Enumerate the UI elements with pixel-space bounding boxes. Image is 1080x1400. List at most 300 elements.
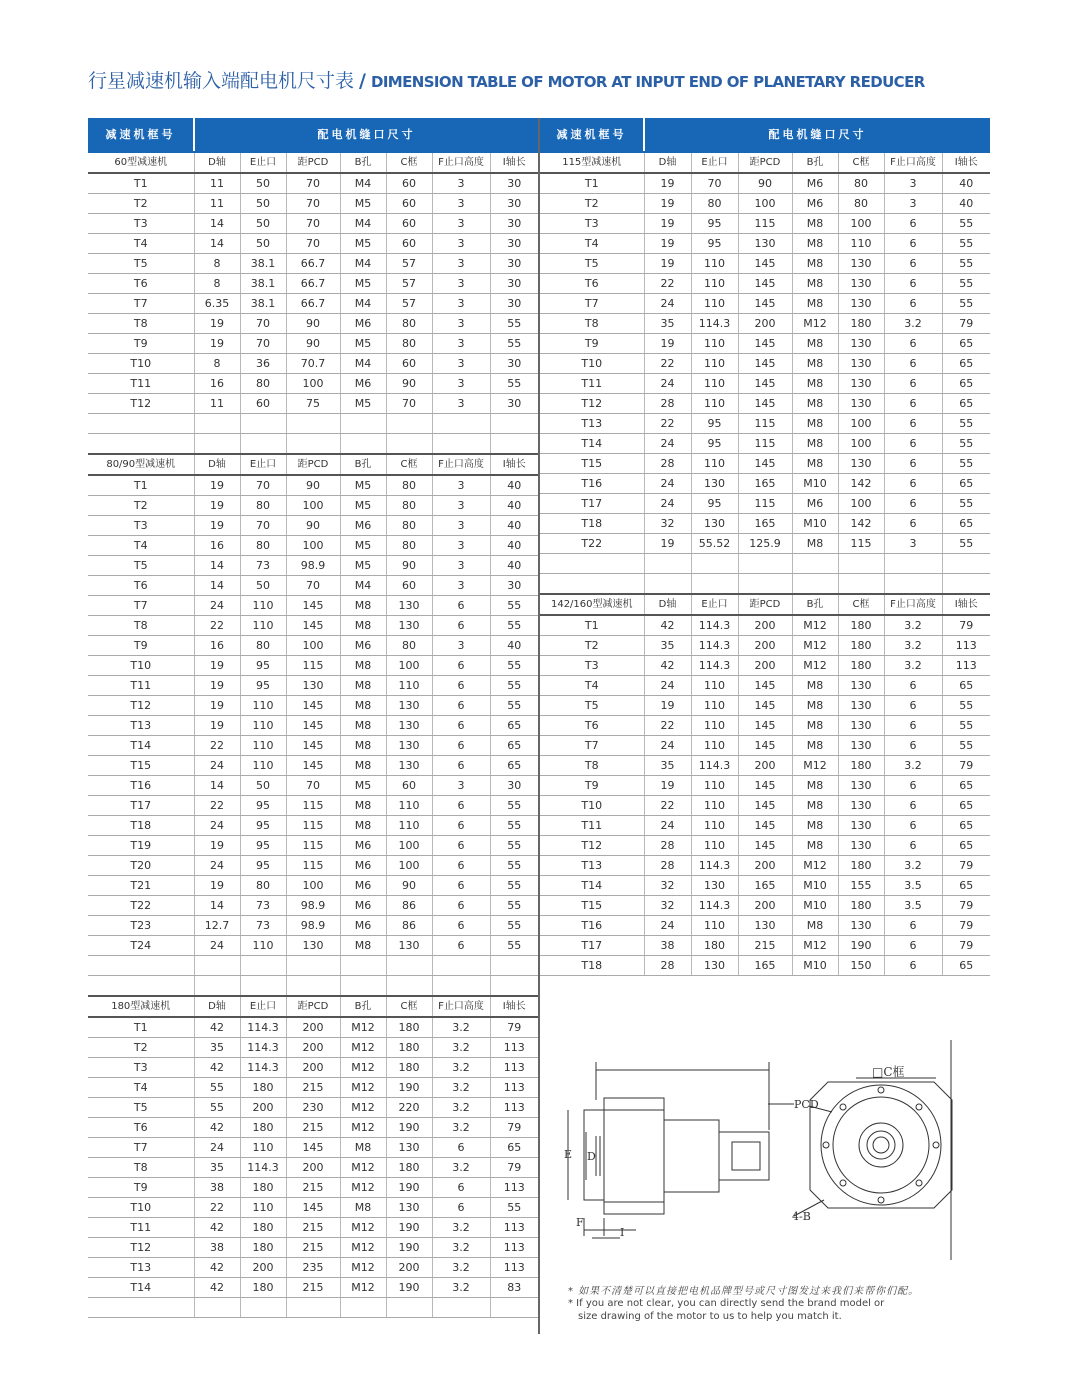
- table-cell: 110: [838, 234, 884, 254]
- table-cell: 65: [490, 716, 538, 736]
- table-cell: 130: [838, 394, 884, 414]
- table-cell: 180: [838, 636, 884, 656]
- table-cell: 55: [490, 374, 538, 394]
- table-cell: 3: [432, 394, 490, 414]
- table-cell: 98.9: [286, 556, 340, 576]
- row-code: T15: [540, 896, 644, 916]
- empty-cell: [738, 554, 792, 574]
- table-cell: M10: [792, 474, 838, 494]
- table-cell: 200: [386, 1258, 432, 1278]
- table-cell: 145: [738, 394, 792, 414]
- table-cell: 3.2: [884, 756, 942, 776]
- table-cell: 16: [194, 536, 240, 556]
- table-cell: 3.2: [432, 1058, 490, 1078]
- table-row: [540, 636, 990, 656]
- table-cell: 70: [240, 334, 286, 354]
- row-code: T4: [540, 676, 644, 696]
- table-cell: 3: [432, 536, 490, 556]
- table-cell: M8: [792, 294, 838, 314]
- table-cell: 40: [490, 496, 538, 516]
- table-cell: 3.2: [884, 314, 942, 334]
- table-cell: 19: [194, 696, 240, 716]
- row-code: T6: [88, 576, 194, 596]
- table-cell: M10: [792, 876, 838, 896]
- table-cell: 145: [738, 374, 792, 394]
- table-cell: 95: [240, 656, 286, 676]
- table-row: [540, 234, 990, 254]
- table-cell: 3: [432, 173, 490, 194]
- table-cell: 215: [286, 1078, 340, 1098]
- row-code: T7: [540, 736, 644, 756]
- row-code: T17: [88, 796, 194, 816]
- table-cell: 6: [884, 494, 942, 514]
- table-cell: 130: [691, 514, 738, 534]
- empty-cell: [490, 434, 538, 455]
- table-row: [88, 274, 538, 294]
- table-row: [88, 816, 538, 836]
- row-code: T4: [540, 234, 644, 254]
- table-cell: 42: [194, 1258, 240, 1278]
- table-cell: 80: [240, 636, 286, 656]
- table-cell: 3.2: [884, 636, 942, 656]
- table-cell: 145: [286, 1198, 340, 1218]
- table-cell: 130: [386, 756, 432, 776]
- table-cell: 114.3: [691, 636, 738, 656]
- table-cell: 130: [838, 294, 884, 314]
- table-cell: 180: [240, 1078, 286, 1098]
- column-header: I轴长: [942, 152, 990, 173]
- table-cell: 79: [942, 936, 990, 956]
- table-cell: M8: [340, 716, 386, 736]
- empty-cell: [240, 434, 286, 455]
- table-cell: 80: [386, 636, 432, 656]
- table-row: [88, 676, 538, 696]
- table-cell: 55: [490, 936, 538, 956]
- table-cell: 50: [240, 194, 286, 214]
- table-cell: M12: [792, 856, 838, 876]
- row-code: T9: [88, 636, 194, 656]
- table-row: [88, 1098, 538, 1118]
- table-cell: M12: [340, 1278, 386, 1298]
- empty-cell: [386, 1298, 432, 1318]
- table-cell: 57: [386, 294, 432, 314]
- table-row: [88, 856, 538, 876]
- table-cell: 130: [838, 274, 884, 294]
- table-cell: 180: [838, 656, 884, 676]
- empty-cell: [88, 434, 194, 455]
- table-row: [88, 475, 538, 496]
- row-code: T17: [540, 494, 644, 514]
- table-cell: M5: [340, 234, 386, 254]
- column-header: I轴长: [490, 454, 538, 475]
- table-cell: 215: [286, 1238, 340, 1258]
- table-cell: 55: [194, 1078, 240, 1098]
- table-cell: 3.5: [884, 876, 942, 896]
- table-cell: 14: [194, 776, 240, 796]
- empty-cell: [432, 414, 490, 434]
- table-cell: M8: [792, 434, 838, 454]
- table-cell: 65: [942, 394, 990, 414]
- table-cell: 95: [240, 856, 286, 876]
- table-cell: 30: [490, 394, 538, 414]
- table-cell: 3.2: [432, 1258, 490, 1278]
- row-code: T12: [88, 394, 194, 414]
- row-code: T17: [540, 936, 644, 956]
- row-code: T14: [540, 876, 644, 896]
- table-cell: 145: [286, 716, 340, 736]
- table-cell: 30: [490, 354, 538, 374]
- table-cell: 32: [644, 876, 691, 896]
- table-cell: 3: [432, 314, 490, 334]
- table-band-header: [540, 118, 990, 152]
- table-cell: M12: [792, 314, 838, 334]
- table-cell: 110: [240, 936, 286, 956]
- table-cell: 6: [884, 434, 942, 454]
- row-code: T16: [540, 916, 644, 936]
- table-cell: 40: [942, 173, 990, 194]
- row-code: T11: [88, 1218, 194, 1238]
- row-code: T8: [88, 314, 194, 334]
- table-cell: 100: [838, 414, 884, 434]
- table-cell: 200: [738, 615, 792, 636]
- table-cell: 30: [490, 274, 538, 294]
- table-cell: 40: [490, 475, 538, 496]
- table-cell: 115: [738, 494, 792, 514]
- table-cell: M4: [340, 576, 386, 596]
- table-cell: 14: [194, 576, 240, 596]
- table-cell: 165: [738, 514, 792, 534]
- table-cell: 55: [490, 876, 538, 896]
- table-cell: 130: [838, 776, 884, 796]
- table-cell: 19: [194, 876, 240, 896]
- column-header: C框: [386, 454, 432, 475]
- row-code: T8: [540, 314, 644, 334]
- table-cell: 80: [386, 334, 432, 354]
- table-cell: 55: [490, 1198, 538, 1218]
- blank-row: [88, 1298, 538, 1318]
- table-cell: 65: [490, 756, 538, 776]
- table-row: [88, 354, 538, 374]
- table-cell: 113: [490, 1238, 538, 1258]
- table-cell: M10: [792, 514, 838, 534]
- table-cell: M5: [340, 776, 386, 796]
- column-header: D轴: [644, 594, 691, 615]
- table-cell: 55: [490, 856, 538, 876]
- table-cell: 22: [644, 414, 691, 434]
- column-header: F止口高度: [432, 454, 490, 475]
- table-cell: 114.3: [691, 856, 738, 876]
- table-cell: 24: [644, 474, 691, 494]
- table-cell: 60: [386, 576, 432, 596]
- table-cell: M12: [340, 1118, 386, 1138]
- table-cell: 180: [240, 1278, 286, 1298]
- table-cell: M5: [340, 496, 386, 516]
- empty-cell: [540, 554, 644, 574]
- table-cell: 30: [490, 776, 538, 796]
- table-cell: 130: [286, 936, 340, 956]
- empty-cell: [490, 956, 538, 976]
- table-cell: 42: [194, 1017, 240, 1038]
- table-cell: 55: [490, 836, 538, 856]
- table-cell: 110: [240, 696, 286, 716]
- table-cell: 98.9: [286, 916, 340, 936]
- table-row: [88, 936, 538, 956]
- table-row: [540, 736, 990, 756]
- title-en: DIMENSION TABLE OF MOTOR AT INPUT END OF PLANETARY REDUCER: [370, 73, 925, 91]
- row-code: T5: [88, 1098, 194, 1118]
- table-cell: M12: [340, 1158, 386, 1178]
- table-cell: 30: [490, 214, 538, 234]
- table-cell: 180: [838, 856, 884, 876]
- row-code: T3: [540, 656, 644, 676]
- table-cell: 3: [432, 214, 490, 234]
- interface-size-header: 配电机缝口尺寸: [194, 118, 538, 152]
- empty-cell: [884, 574, 942, 595]
- table-cell: 145: [738, 254, 792, 274]
- row-code: T11: [540, 816, 644, 836]
- left-table-body: [88, 118, 538, 1318]
- reducer-group-label: 142/160型减速机: [540, 594, 644, 615]
- row-code: T7: [540, 294, 644, 314]
- table-cell: M12: [792, 636, 838, 656]
- row-code: T13: [88, 716, 194, 736]
- table-cell: 35: [644, 756, 691, 776]
- table-cell: 215: [286, 1118, 340, 1138]
- table-cell: 55: [490, 676, 538, 696]
- table-row: [540, 916, 990, 936]
- table-cell: M4: [340, 294, 386, 314]
- table-cell: 130: [691, 956, 738, 976]
- table-cell: 65: [942, 816, 990, 836]
- table-cell: M8: [792, 696, 838, 716]
- table-cell: 14: [194, 214, 240, 234]
- table-cell: 60: [386, 234, 432, 254]
- row-code: T12: [88, 696, 194, 716]
- row-code: T3: [88, 516, 194, 536]
- table-row: [540, 274, 990, 294]
- column-header: 距PCD: [286, 152, 340, 173]
- table-cell: 220: [386, 1098, 432, 1118]
- table-cell: 22: [194, 616, 240, 636]
- table-cell: 24: [644, 736, 691, 756]
- table-cell: 115: [286, 796, 340, 816]
- table-cell: 114.3: [240, 1058, 286, 1078]
- row-code: T6: [88, 1118, 194, 1138]
- table-cell: M8: [792, 796, 838, 816]
- table-cell: 70: [286, 194, 340, 214]
- table-cell: 60: [386, 776, 432, 796]
- table-cell: 55: [942, 414, 990, 434]
- table-row: [88, 596, 538, 616]
- empty-cell: [644, 574, 691, 595]
- empty-cell: [386, 976, 432, 997]
- row-code: T4: [88, 234, 194, 254]
- table-cell: 50: [240, 234, 286, 254]
- column-header: D轴: [644, 152, 691, 173]
- table-cell: 145: [738, 696, 792, 716]
- table-cell: 6: [884, 916, 942, 936]
- table-cell: M12: [340, 1238, 386, 1258]
- table-cell: 6: [432, 756, 490, 776]
- table-cell: 42: [194, 1058, 240, 1078]
- table-cell: 24: [644, 676, 691, 696]
- table-cell: 114.3: [691, 756, 738, 776]
- table-cell: 6: [432, 1178, 490, 1198]
- table-cell: 79: [942, 916, 990, 936]
- note-chinese: * 如果不清楚可以直接把电机品牌型号或尺寸图发过来我们来帮你们配。: [568, 1286, 920, 1297]
- column-header: E止口: [691, 594, 738, 615]
- table-cell: 130: [386, 716, 432, 736]
- blank-row: [540, 574, 990, 595]
- table-cell: 3.2: [432, 1017, 490, 1038]
- table-cell: 30: [490, 234, 538, 254]
- table-cell: 115: [738, 434, 792, 454]
- table-cell: 130: [838, 836, 884, 856]
- table-cell: 65: [942, 676, 990, 696]
- drawing-label-pcd: PCD: [794, 1098, 819, 1111]
- table-cell: 55: [942, 494, 990, 514]
- table-cell: 3.2: [432, 1158, 490, 1178]
- table-cell: 3.2: [432, 1078, 490, 1098]
- row-code: T1: [88, 475, 194, 496]
- table-cell: 65: [942, 474, 990, 494]
- row-code: T8: [88, 1158, 194, 1178]
- table-cell: 145: [286, 1138, 340, 1158]
- table-cell: 6: [884, 294, 942, 314]
- table-cell: 19: [644, 334, 691, 354]
- table-cell: 19: [644, 214, 691, 234]
- row-code: T11: [88, 676, 194, 696]
- table-cell: 113: [490, 1178, 538, 1198]
- table-cell: 215: [286, 1178, 340, 1198]
- table-cell: 3: [432, 576, 490, 596]
- table-cell: 80: [386, 496, 432, 516]
- table-cell: M8: [792, 234, 838, 254]
- table-cell: 115: [738, 414, 792, 434]
- row-code: T8: [88, 616, 194, 636]
- table-row: [88, 1058, 538, 1078]
- table-cell: 40: [490, 536, 538, 556]
- table-cell: 3.2: [432, 1038, 490, 1058]
- table-cell: 113: [490, 1258, 538, 1278]
- table-cell: 19: [644, 696, 691, 716]
- table-cell: 180: [386, 1058, 432, 1078]
- table-cell: 6: [884, 514, 942, 534]
- table-cell: 110: [691, 354, 738, 374]
- drawing-label-i: I: [620, 1226, 625, 1239]
- table-cell: 55: [490, 616, 538, 636]
- table-cell: 130: [838, 334, 884, 354]
- table-cell: 3: [432, 475, 490, 496]
- table-cell: 180: [386, 1017, 432, 1038]
- table-cell: M12: [792, 656, 838, 676]
- table-row: [540, 856, 990, 876]
- table-cell: 70: [386, 394, 432, 414]
- table-cell: 110: [691, 334, 738, 354]
- row-code: T2: [88, 496, 194, 516]
- table-cell: M12: [340, 1098, 386, 1118]
- table-cell: M6: [792, 194, 838, 214]
- table-row: [88, 254, 538, 274]
- page-title: [88, 66, 925, 93]
- table-cell: 200: [738, 314, 792, 334]
- table-cell: 145: [286, 756, 340, 776]
- table-cell: M8: [340, 676, 386, 696]
- table-cell: 79: [942, 896, 990, 916]
- table-cell: 79: [942, 314, 990, 334]
- table-cell: 65: [942, 956, 990, 976]
- table-row: [540, 676, 990, 696]
- table-cell: 79: [942, 756, 990, 776]
- empty-cell: [942, 574, 990, 595]
- table-cell: 30: [490, 294, 538, 314]
- row-code: T13: [88, 1258, 194, 1278]
- table-cell: 6: [884, 796, 942, 816]
- table-cell: 130: [838, 736, 884, 756]
- table-cell: 100: [386, 836, 432, 856]
- table-cell: 79: [490, 1017, 538, 1038]
- table-cell: M10: [792, 896, 838, 916]
- table-cell: 110: [386, 796, 432, 816]
- table-cell: 70: [240, 516, 286, 536]
- blank-row: [88, 956, 538, 976]
- table-cell: 65: [942, 796, 990, 816]
- empty-cell: [194, 1298, 240, 1318]
- table-cell: 165: [738, 956, 792, 976]
- table-cell: M6: [340, 896, 386, 916]
- empty-cell: [286, 434, 340, 455]
- table-cell: 36: [240, 354, 286, 374]
- column-header: I轴长: [490, 152, 538, 173]
- table-cell: 6: [884, 736, 942, 756]
- table-cell: 22: [644, 354, 691, 374]
- table-cell: 145: [738, 354, 792, 374]
- table-cell: M8: [340, 936, 386, 956]
- table-cell: 190: [386, 1278, 432, 1298]
- table-cell: M6: [340, 314, 386, 334]
- table-cell: 38.1: [240, 294, 286, 314]
- table-cell: 55: [942, 454, 990, 474]
- table-row: [540, 414, 990, 434]
- table-cell: M12: [340, 1078, 386, 1098]
- empty-cell: [340, 976, 386, 997]
- row-code: T4: [88, 536, 194, 556]
- table-row: [540, 254, 990, 274]
- table-cell: 28: [644, 394, 691, 414]
- table-cell: 8: [194, 254, 240, 274]
- table-cell: 95: [691, 434, 738, 454]
- empty-cell: [286, 414, 340, 434]
- empty-cell: [386, 434, 432, 455]
- empty-cell: [88, 1298, 194, 1318]
- table-cell: M8: [340, 756, 386, 776]
- table-cell: 130: [838, 696, 884, 716]
- title-separator: /: [359, 70, 366, 92]
- table-cell: 42: [194, 1118, 240, 1138]
- empty-cell: [340, 956, 386, 976]
- table-row: [88, 836, 538, 856]
- row-code: T9: [540, 776, 644, 796]
- table-cell: 110: [691, 274, 738, 294]
- table-cell: 38.1: [240, 274, 286, 294]
- table-cell: 90: [286, 334, 340, 354]
- table-cell: 55: [490, 334, 538, 354]
- table-cell: 130: [386, 936, 432, 956]
- table-cell: 130: [386, 596, 432, 616]
- table-cell: 110: [240, 596, 286, 616]
- table-cell: 24: [194, 756, 240, 776]
- table-cell: 32: [644, 514, 691, 534]
